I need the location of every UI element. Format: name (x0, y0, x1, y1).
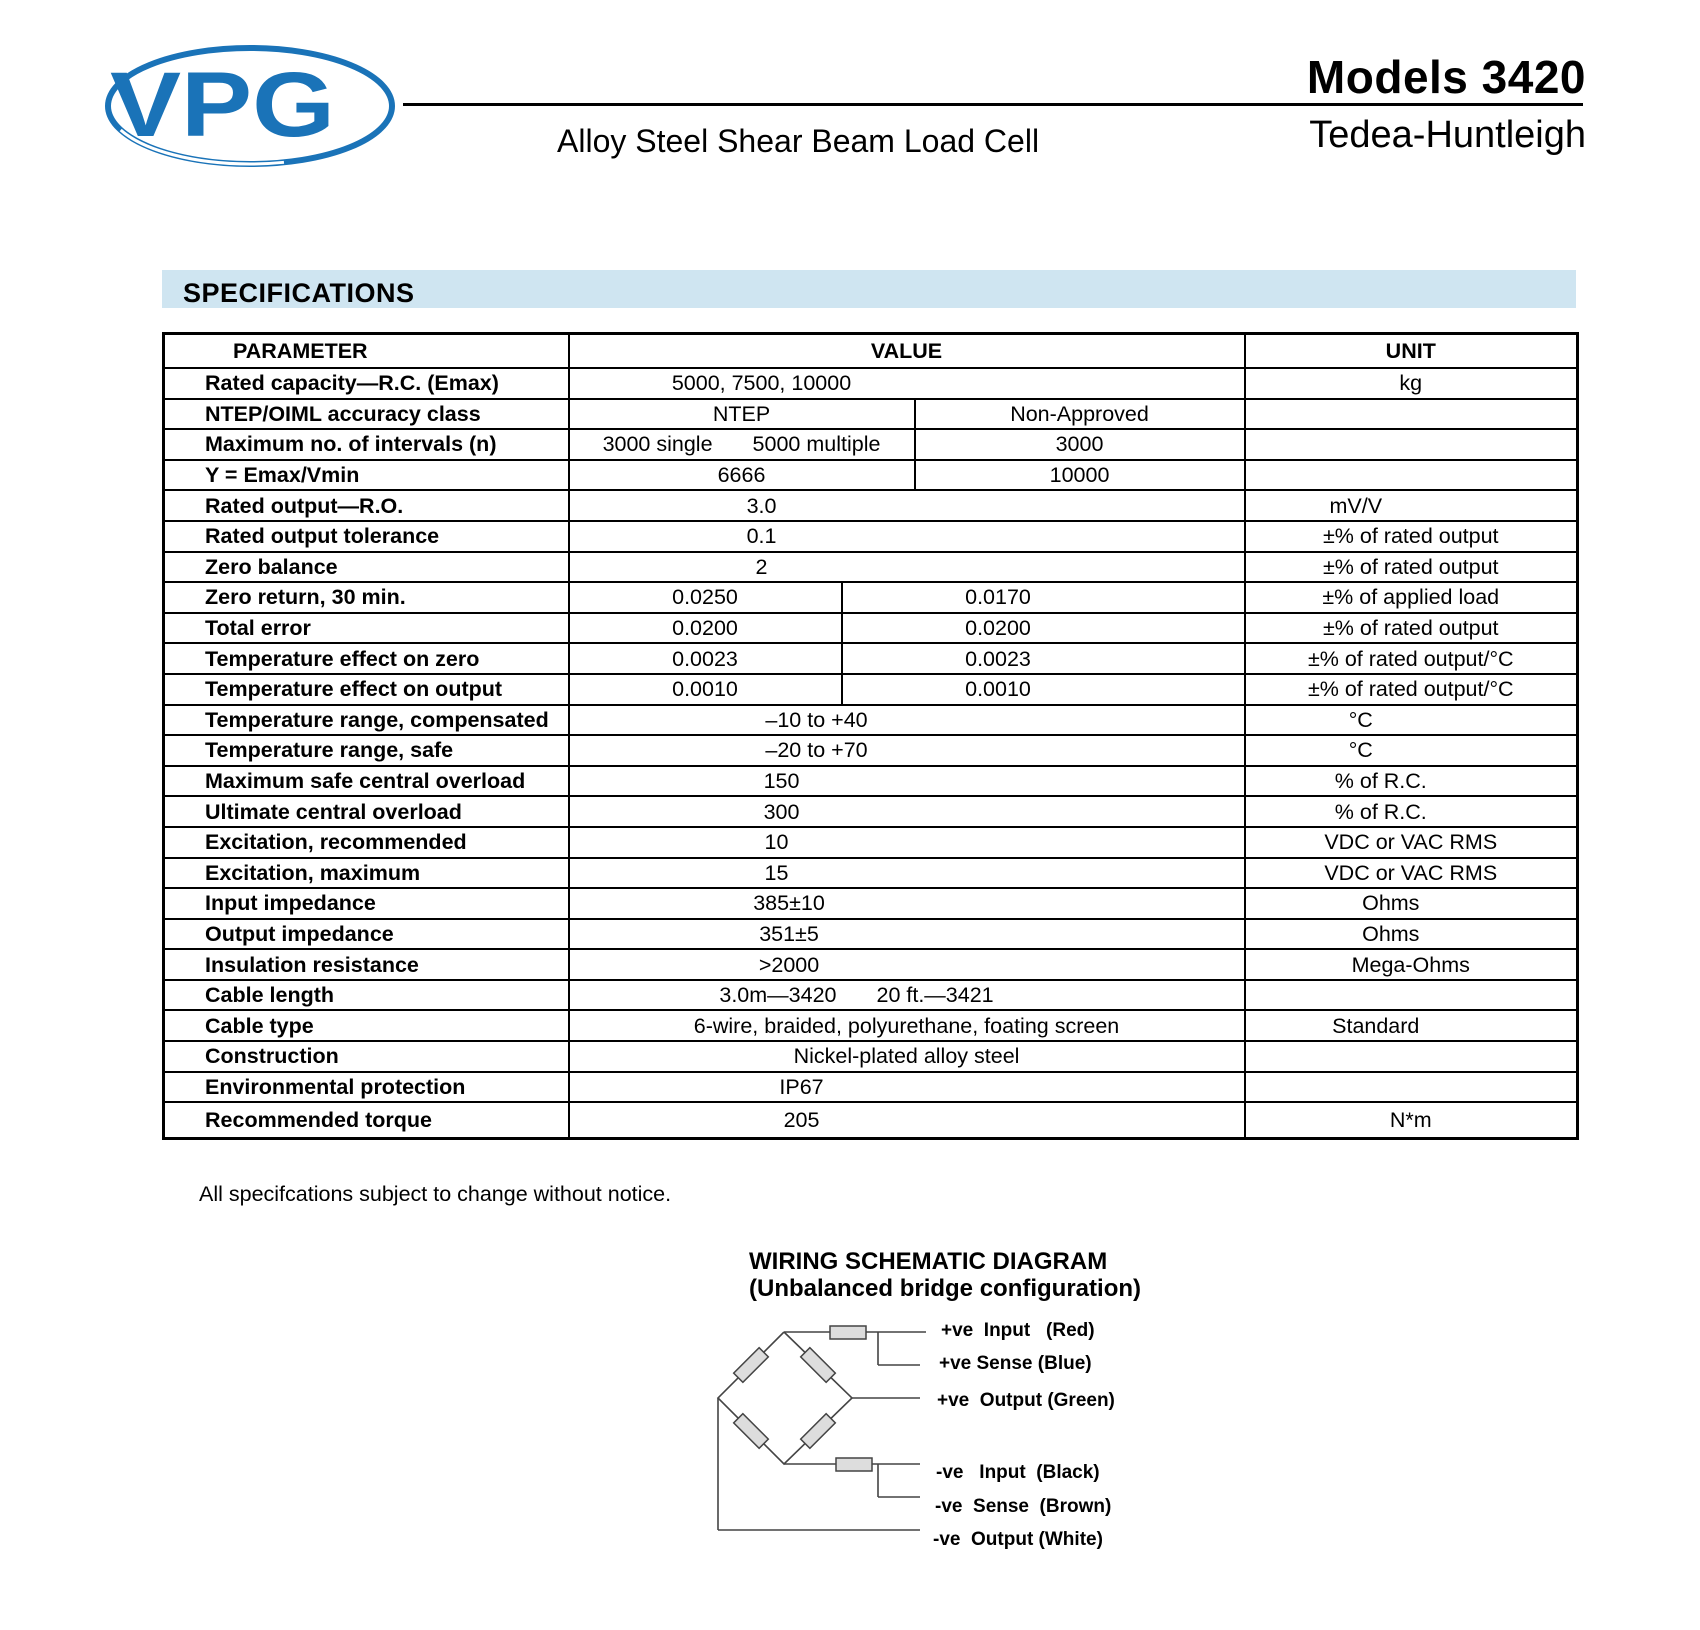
table-row (164, 399, 1578, 430)
value-cell: Non-Approved (915, 399, 1245, 430)
param-cell: Output impedance (164, 919, 569, 950)
manufacturer-name: Tedea-Huntleigh (1309, 114, 1586, 156)
table-row (164, 490, 1578, 521)
value-cell: 0.0200 (569, 613, 842, 644)
table-row (164, 888, 1578, 919)
unit-cell: °C (1245, 735, 1578, 766)
value-cell: 10 (569, 827, 1245, 858)
disclaimer-note: All specifcations subject to change without notice. (199, 1182, 672, 1206)
param-cell: Recommended torque (164, 1102, 569, 1138)
param-cell: Total error (164, 613, 569, 644)
table-row (164, 429, 1578, 460)
table-row (164, 766, 1578, 797)
value-cell: 2 (569, 552, 1245, 583)
specifications-table (162, 332, 1579, 1140)
table-row (164, 521, 1578, 552)
param-cell: Temperature effect on zero (164, 643, 569, 674)
value-cell: 10000 (915, 460, 1245, 491)
section-title: SPECIFICATIONS (183, 278, 415, 308)
table-header-row (164, 334, 1578, 369)
param-cell: Zero balance (164, 552, 569, 583)
table-row (164, 796, 1578, 827)
unit-cell: VDC or VAC RMS (1245, 858, 1578, 889)
param-cell: Temperature range, safe (164, 735, 569, 766)
unit-cell: % of R.C. (1245, 796, 1578, 827)
value-cell: 0.0010 (569, 674, 842, 705)
param-cell: NTEP/OIML accuracy class (164, 399, 569, 430)
unit-cell: Ohms (1245, 919, 1578, 950)
value-cell: 0.0023 (842, 643, 1245, 674)
wiring-schematic (700, 1310, 1200, 1560)
value-cell: 5000, 7500, 10000 (569, 368, 1245, 399)
value-cell: 0.0200 (842, 613, 1245, 644)
value-cell: 205 (569, 1102, 1245, 1138)
value-cell: Nickel-plated alloy steel (569, 1041, 1245, 1072)
unit-cell (1245, 429, 1578, 460)
value-cell: –10 to +40 (569, 705, 1245, 736)
unit-cell: mV/V (1245, 490, 1578, 521)
value-part: 3.0m—3420 (719, 983, 837, 1008)
unit-cell (1245, 1041, 1578, 1072)
param-cell: Environmental protection (164, 1072, 569, 1103)
wiring-title-line: WIRING SCHEMATIC DIAGRAM (749, 1248, 1108, 1275)
param-cell: Rated output—R.O. (164, 490, 569, 521)
unit-cell: VDC or VAC RMS (1245, 827, 1578, 858)
unit-cell: kg (1245, 368, 1578, 399)
value-cell: 351±5 (569, 919, 1245, 950)
table-row (164, 827, 1578, 858)
header-value: VALUE (569, 334, 1245, 369)
value-cell (569, 980, 1245, 1011)
unit-cell: ±% of rated output/°C (1245, 674, 1578, 705)
vpg-logo (100, 38, 400, 178)
value-cell: >2000 (569, 949, 1245, 980)
value-cell: 6-wire, braided, polyurethane, foating screen (569, 1010, 1245, 1041)
param-cell: Maximum safe central overload (164, 766, 569, 797)
param-cell: Cable length (164, 980, 569, 1011)
table-row (164, 368, 1578, 399)
param-cell: Cable type (164, 1010, 569, 1041)
table-row (164, 1102, 1578, 1138)
product-subtitle: Alloy Steel Shear Beam Load Cell (557, 123, 1040, 159)
wire-label-neg-input: -ve Input (Black) (936, 1462, 1100, 1483)
param-cell: Temperature effect on output (164, 674, 569, 705)
table-row (164, 705, 1578, 736)
param-cell: Excitation, recommended (164, 827, 569, 858)
param-cell: Rated capacity—R.C. (Emax) (164, 368, 569, 399)
unit-cell: ±% of rated output/°C (1245, 643, 1578, 674)
value-cell: –20 to +70 (569, 735, 1245, 766)
wire-label-pos-sense: +ve Sense (Blue) (939, 1353, 1092, 1374)
table-row (164, 1041, 1578, 1072)
value-cell: 0.0170 (842, 582, 1245, 613)
param-cell: Zero return, 30 min. (164, 582, 569, 613)
table-row (164, 919, 1578, 950)
table-row (164, 582, 1578, 613)
unit-cell (1245, 399, 1578, 430)
value-cell: IP67 (569, 1072, 1245, 1103)
unit-cell: ±% of applied load (1245, 582, 1578, 613)
wiring-diagram-title (749, 1248, 1141, 1302)
table-row (164, 980, 1578, 1011)
table-row (164, 552, 1578, 583)
unit-cell: ±% of rated output (1245, 613, 1578, 644)
unit-cell: Standard (1245, 1010, 1578, 1041)
unit-cell (1245, 980, 1578, 1011)
param-cell: Construction (164, 1041, 569, 1072)
header-parameter: PARAMETER (164, 334, 569, 369)
value-cell: 0.0023 (569, 643, 842, 674)
value-cell: 6666 (569, 460, 915, 491)
value-cell (569, 429, 915, 460)
logo-text: VPG (110, 54, 335, 156)
value-cell: 385±10 (569, 888, 1245, 919)
table-row (164, 1072, 1578, 1103)
param-cell: Rated output tolerance (164, 521, 569, 552)
param-cell: Temperature range, compensated (164, 705, 569, 736)
unit-cell: N*m (1245, 1102, 1578, 1138)
unit-cell: °C (1245, 705, 1578, 736)
param-cell: Ultimate central overload (164, 796, 569, 827)
value-part: 3000 single (602, 432, 713, 457)
table-row (164, 643, 1578, 674)
wire-label-pos-input: +ve Input (Red) (941, 1320, 1095, 1341)
value-cell: 3.0 (569, 490, 1245, 521)
unit-cell: Ohms (1245, 888, 1578, 919)
unit-cell (1245, 460, 1578, 491)
unit-cell: ±% of rated output (1245, 552, 1578, 583)
specifications-band (162, 270, 1576, 308)
unit-cell: % of R.C. (1245, 766, 1578, 797)
value-part: 20 ft.—3421 (876, 983, 994, 1008)
wire-label-neg-output: -ve Output (White) (933, 1529, 1103, 1550)
table-row (164, 460, 1578, 491)
unit-cell (1245, 1072, 1578, 1103)
param-cell: Y = Emax/Vmin (164, 460, 569, 491)
value-cell: 0.0250 (569, 582, 842, 613)
wiring-subtitle-line: (Unbalanced bridge configuration) (749, 1275, 1142, 1302)
unit-cell: Mega-Ohms (1245, 949, 1578, 980)
table-row (164, 858, 1578, 889)
value-cell: 15 (569, 858, 1245, 889)
unit-cell: ±% of rated output (1245, 521, 1578, 552)
value-cell: 0.0010 (842, 674, 1245, 705)
value-cell: 0.1 (569, 521, 1245, 552)
param-cell: Insulation resistance (164, 949, 569, 980)
table-row (164, 735, 1578, 766)
header-unit: UNIT (1245, 334, 1578, 369)
value-cell: 300 (569, 796, 1245, 827)
wire-label-neg-sense: -ve Sense (Brown) (935, 1496, 1112, 1517)
param-cell: Excitation, maximum (164, 858, 569, 889)
table-row (164, 1010, 1578, 1041)
table-row (164, 613, 1578, 644)
wire-label-pos-output: +ve Output (Green) (937, 1390, 1115, 1411)
value-part: 5000 multiple (752, 432, 881, 457)
table-row (164, 949, 1578, 980)
model-title: Models 3420 (1306, 51, 1586, 103)
value-cell: 150 (569, 766, 1245, 797)
table-row (164, 674, 1578, 705)
value-cell: 3000 (915, 429, 1245, 460)
value-cell: NTEP (569, 399, 915, 430)
param-cell: Maximum no. of intervals (n) (164, 429, 569, 460)
param-cell: Input impedance (164, 888, 569, 919)
